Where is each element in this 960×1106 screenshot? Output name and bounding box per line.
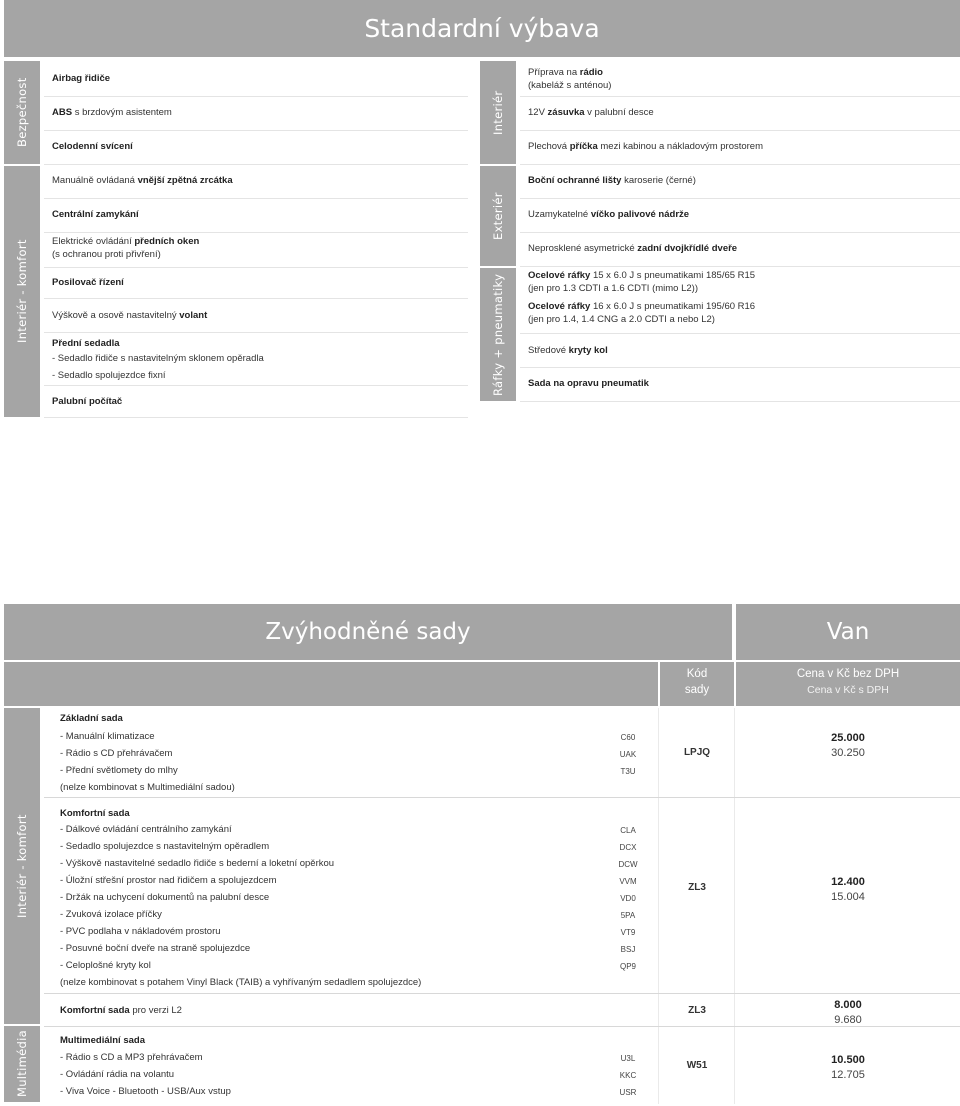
pack-title-komfortni: Komfortní sada: [60, 808, 130, 819]
list-item: - Přední světlomety do mlhy: [60, 765, 178, 776]
pack-code: W51: [686, 1060, 708, 1071]
list-item: (nelze kombinovat s Multimediální sadou): [60, 782, 235, 793]
list-item: Výškově a osově nastavitelný volant: [52, 310, 208, 321]
pack-code: LPJQ: [683, 747, 711, 758]
list-item: Ocelové ráfky 15 x 6.0 J s pneumatikami 185/65 R15: [528, 270, 756, 281]
option-code: DCW: [618, 860, 638, 869]
list-item: 12V zásuvka v palubní desce: [528, 107, 654, 118]
option-code: CLA: [620, 826, 636, 835]
section-label-interier: Interiér: [491, 90, 505, 135]
list-item: Uzamykatelné víčko palivové nádrže: [528, 209, 690, 220]
pack-section-label-multimedia: Multimédia: [15, 1030, 29, 1098]
pack-title-komfortni-l2: Komfortní sada pro verzi L2: [60, 1005, 182, 1016]
section-label-interier-komfort: Interiér - komfort: [15, 239, 29, 344]
list-item: - Výškově nastavitelné sedadlo řidiče s bederní a loketní opěrkou: [60, 858, 335, 869]
list-item: (kabeláž s anténou): [528, 80, 612, 91]
van-title: Van: [826, 619, 870, 645]
list-item: Sada na opravu pneumatik: [528, 378, 649, 389]
list-item: (jen pro 1.3 CDTI a 1.6 CDTI (mimo L2)): [528, 283, 698, 294]
list-item: - Sedadlo spolujezdce fixní: [52, 370, 166, 381]
list-item: Boční ochranné lišty karoserie (černé): [528, 175, 696, 186]
pack-price: 12.400 15.004: [831, 876, 865, 903]
kod-label-2: sady: [684, 684, 710, 696]
list-item: - Rádio s CD a MP3 přehrávačem: [60, 1052, 203, 1063]
list-item: - Dálkové ovládání centrálního zamykání: [60, 824, 232, 835]
standard-equipment-title: Standardní výbava: [364, 14, 600, 43]
list-item: Ocelové ráfky 16 x 6.0 J s pneumatikami 195/60 R16: [528, 301, 756, 312]
pack-price: 25.000 30.250: [831, 732, 865, 759]
list-item: - Rádio s CD přehrávačem: [60, 748, 173, 759]
list-item: (s ochranou proti přivření): [52, 249, 161, 260]
list-item: - Úložní střešní prostor nad řidičem a spolujezdcem: [60, 875, 277, 886]
list-item: Plechová příčka mezi kabinou a nákladovým prostorem: [528, 141, 764, 152]
list-item: - Posuvné boční dveře na straně spolujezdce: [60, 943, 251, 954]
section-label-exterier: Exteriér: [491, 192, 505, 240]
pack-price: 10.500 12.705: [831, 1054, 865, 1081]
list-item: (nelze kombinovat s potahem Vinyl Black (TAIB) a vyhřívaným sedadlem spolujezdce): [60, 977, 422, 988]
pack-code: ZL3: [688, 1005, 706, 1016]
list-item: Neprosklené asymetrické zadní dvojkřídlé dveře: [528, 243, 738, 254]
option-code: DCX: [619, 843, 637, 852]
list-item: Příprava na rádio: [528, 67, 603, 78]
list-item: Posilovač řízení: [52, 277, 124, 288]
list-item: Elektrické ovládání předních oken: [52, 236, 200, 247]
list-item: - Manuální klimatizace: [60, 731, 155, 742]
list-item: Manuálně ovládaná vnější zpětná zrcátka: [52, 175, 233, 186]
list-item: - Ovládání rádia na volantu: [60, 1069, 175, 1080]
list-item: ABS s brzdovým asistentem: [52, 107, 172, 118]
price-label-1: Cena v Kč bez DPH: [796, 668, 900, 680]
list-item: Palubní počítač: [52, 396, 123, 407]
option-code: T3U: [620, 767, 636, 776]
list-item: - Držák na uchycení dokumentů na palubní desce: [60, 892, 270, 903]
option-code: QP9: [619, 962, 636, 971]
option-code: VT9: [620, 928, 636, 937]
list-item: Středové kryty kol: [528, 345, 608, 356]
subheader-left: [4, 662, 658, 706]
kod-label-1: Kód: [686, 668, 708, 680]
pack-title-zakladni: Základní sada: [60, 713, 123, 724]
price-label-2: Cena v Kč s DPH: [807, 684, 889, 696]
section-label-bezpecnost: Bezpečnost: [15, 77, 29, 148]
option-code: VD0: [620, 894, 636, 903]
list-item: Přední sedadla: [52, 338, 120, 349]
option-code: VVM: [619, 877, 637, 886]
option-code: U3L: [620, 1054, 636, 1063]
list-item: Centrální zamykání: [52, 209, 139, 220]
list-item: Celodenní svícení: [52, 141, 133, 152]
option-code: C60: [620, 733, 636, 742]
list-item: - Sedadlo spolujezdce s nastavitelným opěradlem: [60, 841, 270, 852]
packs-title: Zvýhodněné sady: [265, 619, 471, 645]
option-code: UAK: [619, 750, 637, 759]
section-label-rafky: Ráfky + pneumatiky: [491, 273, 505, 396]
list-item: - Viva Voice - Bluetooth - USB/Aux vstup: [60, 1086, 231, 1097]
pack-price: 8.000 9.680: [834, 999, 862, 1026]
pack-title-multimedialni: Multimediální sada: [60, 1035, 145, 1046]
pack-code: ZL3: [688, 882, 706, 893]
list-item: - Celoplošné kryty kol: [60, 960, 151, 971]
list-item: Airbag řidiče: [52, 73, 111, 84]
option-code: 5PA: [620, 911, 636, 920]
pack-section-label-komfort: Interiér - komfort: [15, 814, 29, 918]
list-item: (jen pro 1.4, 1.4 CNG a 2.0 CDTI a nebo L2): [528, 314, 715, 325]
option-code: KKC: [619, 1071, 637, 1080]
option-code: BSJ: [620, 945, 636, 954]
option-code: USR: [619, 1088, 637, 1097]
list-item: - Zvuková izolace příčky: [60, 909, 162, 920]
list-item: - Sedadlo řidiče s nastavitelným sklonem opěradla: [52, 353, 264, 364]
list-item: - PVC podlaha v nákladovém prostoru: [60, 926, 221, 937]
